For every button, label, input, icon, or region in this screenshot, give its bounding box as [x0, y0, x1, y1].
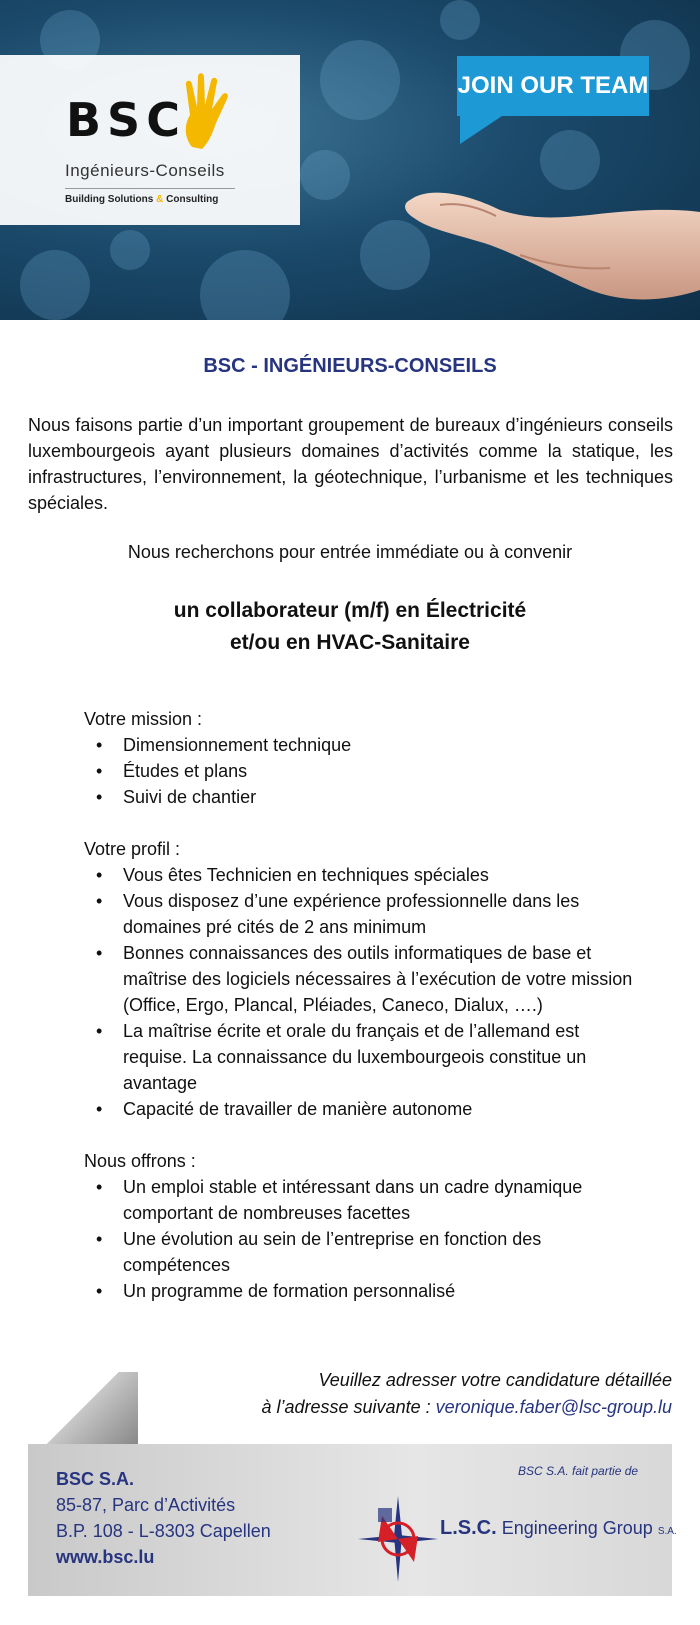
lsc-group-label: Engineering Group: [501, 1518, 653, 1538]
page-title: BSC - INGÉNIEURS-CONSEILS: [203, 355, 497, 377]
bokeh-light: [20, 250, 90, 320]
offer-list: [84, 1174, 644, 1304]
logo-tagline-part2: Consulting: [166, 194, 219, 205]
lsc-name: L.S.C.: [440, 1517, 497, 1539]
apply-prefix: à l’adresse suivante :: [261, 1397, 436, 1417]
mission-section: [84, 706, 644, 810]
header-banner: [0, 0, 700, 320]
profile-list: [84, 862, 644, 1122]
website-link[interactable]: www.bsc.lu: [56, 1547, 155, 1567]
company-logo: [0, 55, 300, 225]
list-item: • Vous êtes Technicien en techniques spéciales: [84, 862, 644, 888]
address-line2: B.P. 108 - L-8303 Capellen: [56, 1521, 271, 1541]
logo-tagline-part1: Building Solutions: [65, 194, 154, 205]
apply-line2: [160, 1394, 672, 1421]
job-title-line1: un collaborateur (m/f) en Électricité: [173, 599, 527, 622]
offer-section: [84, 1148, 644, 1304]
bokeh-light: [320, 40, 400, 120]
company-address: [56, 1466, 271, 1570]
decorative-corner-triangle: [28, 1372, 138, 1444]
join-badge-tail: [460, 116, 502, 144]
logo-tagline-amp: &: [156, 194, 164, 205]
mission-heading: Votre mission :: [84, 709, 203, 729]
bokeh-light: [440, 0, 480, 40]
address-line1: 85-87, Parc d’Activités: [56, 1495, 236, 1515]
profile-heading: Votre profil :: [84, 839, 181, 859]
list-item: • Un emploi stable et intéressant dans un cadre dynamique comportant de nombreuses facettes: [84, 1174, 644, 1226]
profile-section: [84, 836, 644, 1122]
intro-paragraph: Nous faisons partie d’un important groupement de bureaux d’ingénieurs conseils luxembourgeois ayant plusieurs domaines d’activités comme la statique, les infrastructures, l’environnement, la géotechnique, l’urbanisme et les techniques spéciales.: [28, 415, 673, 513]
logo-subtitle: Ingénieurs-Conseils: [65, 161, 225, 180]
logo-hand-icon: [178, 71, 234, 151]
open-hand-image: [400, 160, 700, 310]
list-item: • Études et plans: [84, 758, 644, 784]
application-instructions: [160, 1367, 672, 1421]
list-item: • Dimensionnement technique: [84, 732, 644, 758]
logo-wordmark: BSC: [66, 93, 186, 147]
list-item: • Une évolution au sein de l’entreprise en fonction des compétences: [84, 1226, 644, 1278]
apply-line1: Veuillez adresser votre candidature détaillée: [318, 1370, 672, 1390]
list-item: • La maîtrise écrite et orale du français et de l’allemand est requise. La connaissance du luxembourgeois constitue un avantage: [84, 1018, 644, 1096]
bokeh-light: [110, 230, 150, 270]
bokeh-light: [300, 150, 350, 200]
list-item: • Bonnes connaissances des outils informatiques de base et maîtrise des logiciels nécessaires à l’exécution de votre mission (Office, Ergo, Plancal, Pléiades, Caneco, Dialux, ….): [84, 940, 644, 1018]
company-name: BSC S.A.: [56, 1469, 135, 1489]
group-membership-text: BSC S.A. fait partie de: [518, 1464, 639, 1478]
list-item: • Suivi de chantier: [84, 784, 644, 810]
logo-tagline: [65, 194, 218, 205]
lsc-sa: S.A.: [657, 1526, 677, 1537]
job-title-line2: et/ou en HVAC-Sanitaire: [230, 631, 470, 654]
footer-panel: [28, 1444, 677, 1596]
application-email-link[interactable]: veronique.faber@lsc-group.lu: [435, 1397, 672, 1417]
join-our-team-badge: JOIN OUR TEAM: [457, 56, 649, 116]
list-item: • Capacité de travailler de manière autonome: [84, 1096, 644, 1122]
list-item: • Vous disposez d’une expérience professionnelle dans les domaines pré cités de 2 ans minimum: [84, 888, 644, 940]
bokeh-light: [200, 250, 290, 320]
lsc-group-name: [440, 1517, 677, 1540]
mission-list: [84, 732, 644, 810]
job-title: [0, 595, 700, 659]
offer-heading: Nous offrons :: [84, 1151, 196, 1171]
seek-text: Nous recherchons pour entrée immédiate ou à convenir: [127, 542, 573, 562]
lsc-compass-logo-icon: [358, 1496, 438, 1582]
logo-divider: [65, 188, 235, 189]
list-item: • Un programme de formation personnalisé: [84, 1278, 644, 1304]
